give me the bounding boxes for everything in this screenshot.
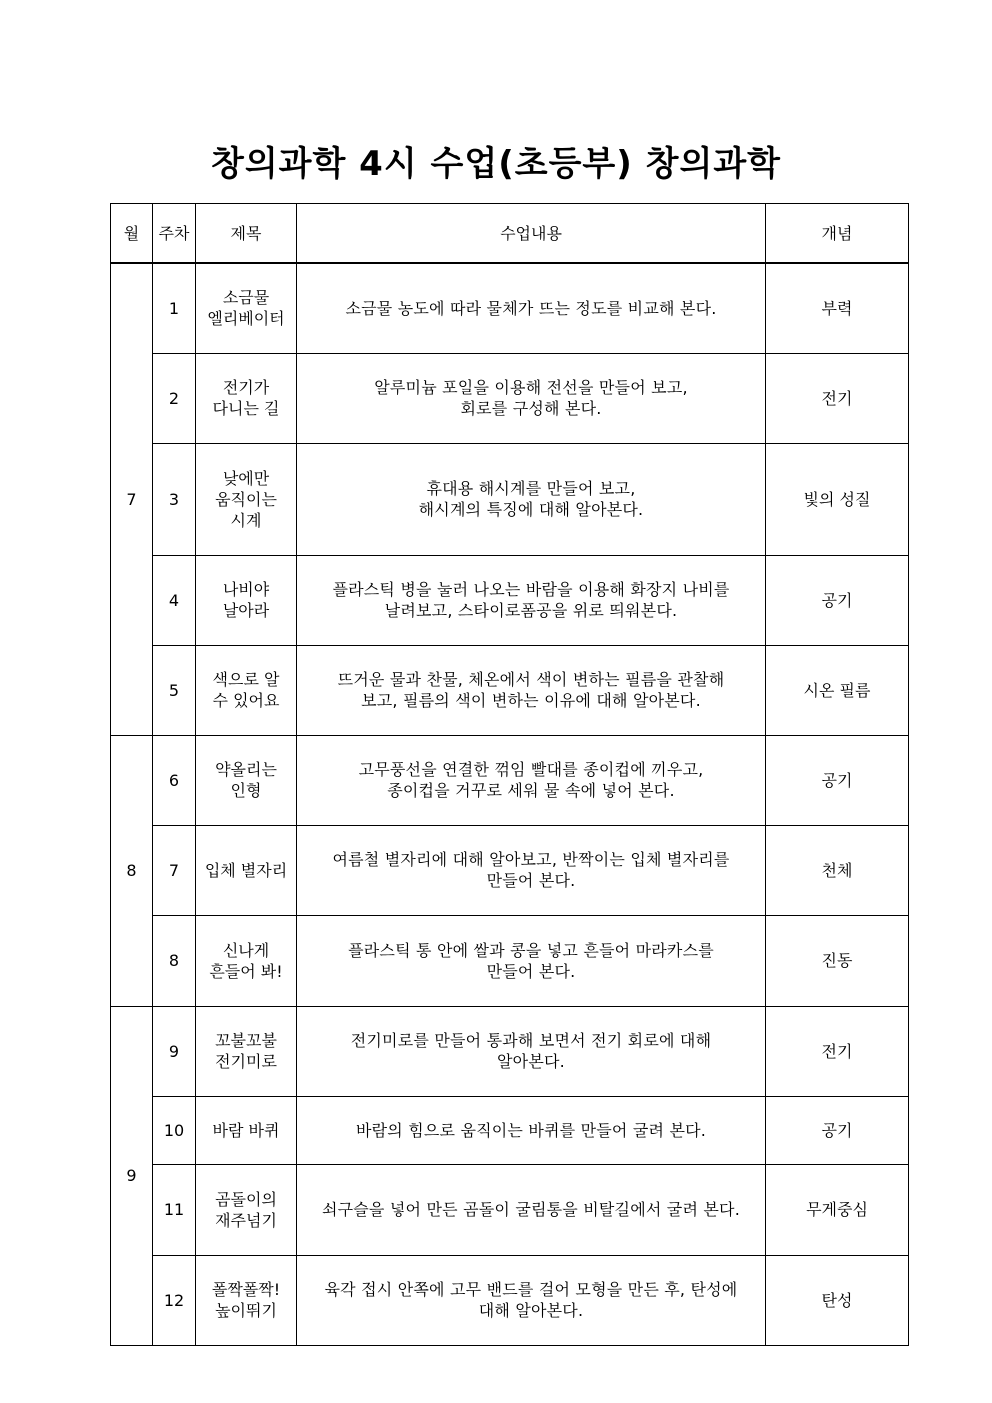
week-cell: 7 xyxy=(153,825,196,915)
table-row xyxy=(111,555,909,645)
title-cell: 낮에만 움직이는 시계 xyxy=(196,443,297,555)
table-row xyxy=(111,1164,909,1255)
table-row xyxy=(111,263,909,353)
content-cell: 육각 접시 안쪽에 고무 밴드를 걸어 모형을 만든 후, 탄성에 대해 알아본다. xyxy=(297,1255,766,1345)
table-row xyxy=(111,443,909,555)
content-cell: 뜨거운 물과 찬물, 체온에서 색이 변하는 필름을 관찰해 보고, 필름의 색이 변하는 이유에 대해 알아본다. xyxy=(297,645,766,735)
month-cell: 7 xyxy=(111,263,153,735)
table-body xyxy=(111,263,909,1345)
week-cell: 6 xyxy=(153,735,196,825)
title-cell: 나비야 날아라 xyxy=(196,555,297,645)
month-cell: 9 xyxy=(111,1006,153,1345)
title-cell: 폴짝폴짝! 높이뛰기 xyxy=(196,1255,297,1345)
concept-cell: 빛의 성질 xyxy=(766,443,909,555)
content-cell: 플라스틱 병을 눌러 나오는 바람을 이용해 화장지 나비를 날려보고, 스타이로폼공을 위로 띄워본다. xyxy=(297,555,766,645)
header-week: 주차 xyxy=(153,204,196,264)
class-schedule-table xyxy=(110,203,909,1346)
content-cell: 휴대용 해시계를 만들어 보고, 해시계의 특징에 대해 알아본다. xyxy=(297,443,766,555)
title-cell: 소금물 엘리베이터 xyxy=(196,263,297,353)
title-cell: 신나게 흔들어 봐! xyxy=(196,915,297,1006)
title-cell: 약올리는 인형 xyxy=(196,735,297,825)
week-cell: 2 xyxy=(153,353,196,443)
content-cell: 바람의 힘으로 움직이는 바퀴를 만들어 굴려 본다. xyxy=(297,1096,766,1164)
table-row xyxy=(111,1255,909,1345)
week-cell: 3 xyxy=(153,443,196,555)
table-row xyxy=(111,735,909,825)
content-cell: 알루미늄 포일을 이용해 전선을 만들어 보고, 회로를 구성해 본다. xyxy=(297,353,766,443)
concept-cell: 공기 xyxy=(766,735,909,825)
table-row xyxy=(111,825,909,915)
concept-cell: 공기 xyxy=(766,555,909,645)
table-row xyxy=(111,1096,909,1164)
content-cell: 전기미로를 만들어 통과해 보면서 전기 회로에 대해 알아본다. xyxy=(297,1006,766,1096)
title-cell: 꼬불꼬불 전기미로 xyxy=(196,1006,297,1096)
title-cell: 곰돌이의 재주넘기 xyxy=(196,1164,297,1255)
table-row xyxy=(111,1006,909,1096)
header-content: 수업내용 xyxy=(297,204,766,264)
week-cell: 10 xyxy=(153,1096,196,1164)
concept-cell: 탄성 xyxy=(766,1255,909,1345)
content-cell: 고무풍선을 연결한 꺾임 빨대를 종이컵에 끼우고, 종이컵을 거꾸로 세워 물 속에 넣어 본다. xyxy=(297,735,766,825)
week-cell: 1 xyxy=(153,263,196,353)
concept-cell: 시온 필름 xyxy=(766,645,909,735)
header-title: 제목 xyxy=(196,204,297,264)
concept-cell: 천체 xyxy=(766,825,909,915)
title-cell: 바람 바퀴 xyxy=(196,1096,297,1164)
page-title: 창의과학 4시 수업(초등부) 창의과학 xyxy=(210,144,782,184)
content-cell: 쇠구슬을 넣어 만든 곰돌이 굴림통을 비탈길에서 굴려 본다. xyxy=(297,1164,766,1255)
table-header xyxy=(111,204,909,264)
concept-cell: 공기 xyxy=(766,1096,909,1164)
title-cell: 입체 별자리 xyxy=(196,825,297,915)
week-cell: 4 xyxy=(153,555,196,645)
week-cell: 11 xyxy=(153,1164,196,1255)
month-cell: 8 xyxy=(111,735,153,1006)
table-row xyxy=(111,645,909,735)
concept-cell: 진동 xyxy=(766,915,909,1006)
concept-cell: 전기 xyxy=(766,1006,909,1096)
concept-cell: 무게중심 xyxy=(766,1164,909,1255)
content-cell: 플라스틱 통 안에 쌀과 콩을 넣고 흔들어 마라카스를 만들어 본다. xyxy=(297,915,766,1006)
concept-cell: 전기 xyxy=(766,353,909,443)
week-cell: 8 xyxy=(153,915,196,1006)
week-cell: 9 xyxy=(153,1006,196,1096)
header-concept: 개념 xyxy=(766,204,909,264)
header-month: 월 xyxy=(111,204,153,264)
table-row xyxy=(111,915,909,1006)
week-cell: 12 xyxy=(153,1255,196,1345)
header-row xyxy=(111,204,909,264)
title-cell: 색으로 알 수 있어요 xyxy=(196,645,297,735)
title-cell: 전기가 다니는 길 xyxy=(196,353,297,443)
content-cell: 여름철 별자리에 대해 알아보고, 반짝이는 입체 별자리를 만들어 본다. xyxy=(297,825,766,915)
content-cell: 소금물 농도에 따라 물체가 뜨는 정도를 비교해 본다. xyxy=(297,263,766,353)
table-row xyxy=(111,353,909,443)
week-cell: 5 xyxy=(153,645,196,735)
concept-cell: 부력 xyxy=(766,263,909,353)
